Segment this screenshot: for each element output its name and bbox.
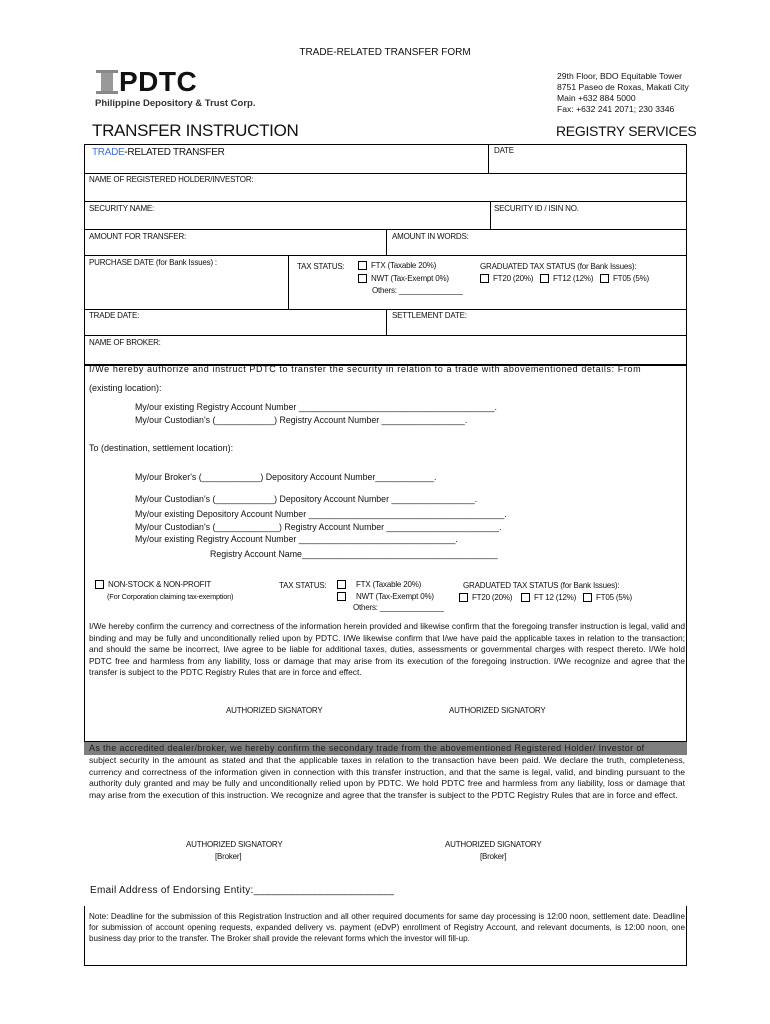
instruction-intro: I/We hereby authorize and instruct PDTC to transfer the security in relation to a trade with abovementioned details: From — [89, 364, 642, 374]
ft05-label: FT05 (5%) — [613, 274, 649, 283]
dealer-highlight-text: As the accredited dealer/broker, we hereby confirm the secondary trade from the abovementioned Registered Holder/ Investor of — [89, 743, 645, 753]
holder-field[interactable] — [86, 185, 686, 200]
tax-status-label-2: TAX STATUS: — [279, 581, 327, 590]
destination-label: To (destination, settlement location): — [89, 443, 234, 453]
amount-label: AMOUNT FOR TRANSFER: — [89, 232, 187, 241]
broker-label-1: [Broker] — [215, 852, 242, 861]
broker-signatory-1: AUTHORIZED SIGNATORY — [186, 840, 283, 849]
others-label-2: Others: _______________ — [353, 603, 444, 612]
nwt-label-2: NWT (Tax-Exempt 0%) — [356, 592, 434, 601]
purchase-date-label: PURCHASE DATE (for Bank Issues) : — [89, 258, 217, 267]
ft05-checkbox[interactable] — [600, 274, 609, 283]
date-label: DATE — [494, 146, 514, 155]
nonstock-checkbox[interactable] — [95, 580, 104, 589]
broker-label: NAME OF BROKER: — [89, 338, 161, 347]
broker-depository-account: My/our Broker's (____________) Depository Account Number____________. — [135, 472, 437, 482]
trade-date-label: TRADE DATE: — [89, 311, 140, 320]
existing-registry-account-2: My/our existing Registry Account Number ________________________________. — [135, 534, 458, 544]
ft12-label: FT12 (12%) — [553, 274, 594, 283]
signatory-label-1: AUTHORIZED SIGNATORY — [226, 706, 323, 715]
trade-label: TRADE — [92, 147, 125, 158]
address-line2: 8751 Paseo de Roxas, Makati City — [557, 82, 689, 92]
ft20-checkbox-2[interactable] — [459, 593, 468, 602]
ft12-checkbox[interactable] — [540, 274, 549, 283]
broker-signatory-2: AUTHORIZED SIGNATORY — [445, 840, 542, 849]
address-line3: Main +632 884 5000 — [557, 93, 636, 103]
others-label: Others: _______________ — [372, 286, 463, 295]
ftx-label: FTX (Taxable 20%) — [371, 261, 437, 270]
confirm-paragraph: I/We hereby confirm the currency and correctness of the information herein provided and likewise confirm that the foregoing transfer instruction is legal, valid and binding and may be fully and unconditionally relied upon by PDTC. I/We likewise confirm that I/we have paid the applicable taxes in relation to the transaction; and should the same be incorrect, I/we agree to be liable for additional taxes, duties, assessments or governmental charges with respect thereto. I/We hold PDTC free and harmless from any liability, loss or damage that may arise from its execution of the foregoing instruction. I/We recognize and agree that the transfer is subject to the PDTC Registry Rules that are in force and effect. — [89, 621, 685, 678]
existing-location: (existing location): — [89, 383, 162, 393]
heading-transfer-instruction: TRANSFER INSTRUCTION — [92, 121, 299, 140]
amount-words-label: AMOUNT IN WORDS: — [392, 232, 469, 241]
address-line1: 29th Floor, BDO Equitable Tower — [557, 71, 682, 81]
date-field[interactable] — [489, 156, 685, 172]
address-line4: Fax: +632 241 2071; 230 3346 — [557, 104, 675, 114]
ft05-checkbox-2[interactable] — [583, 593, 592, 602]
existing-registry-account: My/our existing Registry Account Number ________________________________________. — [135, 402, 497, 412]
security-name-label: SECURITY NAME: — [89, 204, 155, 213]
ft05-label-2: FT05 (5%) — [596, 593, 632, 602]
existing-depository-account: My/our existing Depository Account Number ________________________________________. — [135, 509, 507, 519]
logo-subtitle: Philippine Depository & Trust Corp. — [95, 98, 256, 109]
related-transfer-label: -RELATED TRANSFER — [124, 147, 225, 158]
ft20-checkbox[interactable] — [480, 274, 489, 283]
nonstock-sub: (For Corporation claiming tax-exemption) — [107, 592, 234, 601]
form-title: TRADE-RELATED TRANSFER FORM — [299, 47, 471, 58]
ftx-checkbox-2[interactable] — [337, 580, 346, 589]
ftx-label-2: FTX (Taxable 20%) — [356, 580, 422, 589]
ft20-label: FT20 (20%) — [493, 274, 534, 283]
nwt-checkbox[interactable] — [358, 274, 367, 283]
custodian-registry-account: My/our Custodian's (____________) Registry Account Number _________________. — [135, 415, 468, 425]
nonstock-label: NON-STOCK & NON-PROFIT — [108, 580, 212, 589]
broker-label-2: [Broker] — [480, 852, 507, 861]
ftx-checkbox[interactable] — [358, 261, 367, 270]
ft12-label-2: FT 12 (12%) — [534, 593, 577, 602]
custodian-depository-account: My/our Custodian's (____________) Depository Account Number _________________. — [135, 494, 478, 504]
address-block — [557, 71, 689, 115]
holder-label: NAME OF REGISTERED HOLDER/INVESTOR: — [89, 175, 254, 184]
nwt-checkbox-2[interactable] — [337, 592, 346, 601]
signatory-label-2: AUTHORIZED SIGNATORY — [449, 706, 546, 715]
graduated-label: GRADUATED TAX STATUS (for Bank Issues): — [480, 262, 637, 271]
custodian-registry-account-2: My/our Custodian's (_____________) Registry Account Number _______________________. — [135, 522, 502, 532]
registry-account-name: Registry Account Name________________________________________ — [210, 549, 498, 559]
ft20-label-2: FT20 (20%) — [472, 593, 513, 602]
tax-status-label: TAX STATUS: — [297, 262, 345, 271]
graduated-label-2: GRADUATED TAX STATUS (for Bank Issues): — [463, 581, 620, 590]
email-field[interactable]: Email Address of Endorsing Entity:________________________ — [90, 885, 395, 896]
heading-registry-services: REGISTRY SERVICES — [556, 123, 697, 139]
note-paragraph: Note: Deadline for the submission of this Registration Instruction and all other required documents for same day processing is 12:00 noon, settlement date. Deadline for submission of account opening requests, expanded delivery vs. payment (eDvP) enrollment of Registry Account, and relevant documents, is 12:00 noon, one business day prior to the transfer. The Broker shall provide the relevant forms which the investor will fill-up. — [89, 912, 685, 944]
settlement-date-label: SETTLEMENT DATE: — [392, 311, 467, 320]
nwt-label: NWT (Tax-Exempt 0%) — [371, 274, 449, 283]
logo-name: PDTC — [119, 66, 198, 97]
ft12-checkbox-2[interactable] — [521, 593, 530, 602]
dealer-paragraph: subject security in the amount as stated and that the applicable taxes in relation to the transaction have been paid. We declare the truth, completeness, currency and correctness of the information given in connection with this transfer instruction, and that the same is legal, valid, and binding pursuant to the authority duly granted and may be fully and unconditionally relied upon by PDTC. We hold PDTC free and harmless from any liability, loss or damage that may arise from the execution of this instruction. We recognize and agree that the transfer is subject to the PDTC Registry Rules that are in force and effect. — [89, 755, 685, 800]
security-id-label: SECURITY ID / ISIN NO. — [494, 204, 579, 213]
